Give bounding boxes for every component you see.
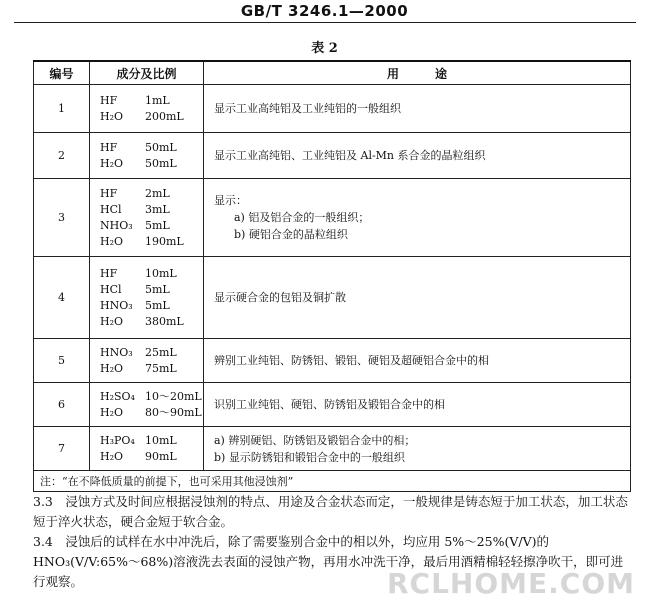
- row-number: 4: [34, 257, 90, 339]
- usage-line: b) 显示防锈铝和锻铝合金中的一般组织: [214, 450, 405, 464]
- component-line: [100, 298, 203, 314]
- component-name: HCl: [100, 202, 122, 216]
- usage-cell: [204, 85, 631, 133]
- component-line: [100, 218, 203, 234]
- component-amount: 90mL: [145, 449, 177, 463]
- table-row: [34, 339, 631, 383]
- row-number: 6: [34, 383, 90, 427]
- composition-cell: [90, 427, 204, 471]
- component-amount: 80～90mL: [145, 405, 202, 419]
- composition-cell: [90, 257, 204, 339]
- component-line: [100, 140, 203, 156]
- component-amount: 50mL: [145, 140, 177, 154]
- composition-cell: [90, 339, 204, 383]
- component-amount: 10mL: [145, 433, 177, 447]
- note-row: [34, 471, 631, 492]
- component-name: HCl: [100, 282, 122, 296]
- row-number: 7: [34, 427, 90, 471]
- column-header-usage: 用 途: [204, 61, 631, 85]
- component-amount: 2mL: [145, 186, 170, 200]
- usage-line: 显示工业高纯铝、工业纯铝及 Al-Mn 系合金的晶粒组织: [214, 149, 486, 162]
- component-line: [100, 449, 203, 465]
- component-amount: 50mL: [145, 156, 177, 170]
- component-amount: 1mL: [145, 93, 170, 107]
- paragraph-3-4: 3.4 浸蚀后的试样在水中冲洗后，除了需要鉴别合金中的相以外，均应用 5%～25%(V/V)的 HNO₃(V/V:65%～68%)溶液洗去表面的浸蚀产物，再用水冲洗干净，最后用酒精棉轻轻擦净吹干，即可进行观察。: [33, 534, 624, 589]
- usage-cell: [204, 133, 631, 179]
- table-row: [34, 383, 631, 427]
- standard-number: GB/T 3246.1—2000: [240, 2, 409, 20]
- component-name: HF: [100, 140, 118, 154]
- component-line: [100, 93, 203, 109]
- header-rule: [14, 22, 636, 23]
- component-amount: 380mL: [145, 314, 184, 328]
- component-line: [100, 186, 203, 202]
- row-number: 2: [34, 133, 90, 179]
- component-line: [100, 361, 203, 377]
- component-line: [100, 282, 203, 298]
- usage-line: 显示工业高纯铝及工业纯铝的一般组织: [214, 102, 401, 115]
- etchant-table: [33, 60, 631, 492]
- table-row: [34, 427, 631, 471]
- component-name: HNO₃: [100, 345, 133, 359]
- usage-line: 显示：: [214, 194, 247, 207]
- usage-cell: [204, 383, 631, 427]
- component-line: [100, 433, 203, 449]
- component-line: [100, 156, 203, 172]
- component-amount: 5mL: [145, 218, 170, 232]
- component-name: H₂SO₄: [100, 389, 135, 403]
- usage-cell: [204, 257, 631, 339]
- usage-line: 辨别工业纯铝、防锈铝、锻铝、硬铝及超硬铝合金中的相: [214, 354, 489, 367]
- table-header-row: [34, 61, 631, 85]
- component-amount: 25mL: [145, 345, 177, 359]
- component-amount: 10～20mL: [145, 389, 202, 403]
- component-name: H₂O: [100, 109, 124, 123]
- usage-line: a) 辨别硬铝、防锈铝及锻铝合金中的相；: [214, 433, 416, 447]
- usage-cell: [204, 339, 631, 383]
- component-name: H₂O: [100, 449, 124, 463]
- table-title: 表 2: [311, 41, 338, 56]
- component-line: [100, 314, 203, 330]
- component-name: NHO₃: [100, 218, 133, 232]
- component-amount: 10mL: [145, 266, 177, 280]
- table-row: [34, 179, 631, 257]
- component-name: HF: [100, 266, 118, 280]
- component-amount: 3mL: [145, 202, 170, 216]
- component-line: [100, 405, 203, 421]
- usage-line: b) 硬铝合金的晶粒组织: [234, 228, 348, 241]
- table-row: [34, 257, 631, 339]
- component-name: H₃PO₄: [100, 433, 135, 447]
- component-line: [100, 202, 203, 218]
- composition-cell: [90, 133, 204, 179]
- component-line: [100, 389, 203, 405]
- table-body: [34, 85, 631, 471]
- component-name: HF: [100, 93, 118, 107]
- usage-line: 识别工业纯铝、硬铝、防锈铝及锻铝合金中的相: [214, 398, 445, 411]
- paragraph-3-3: 3.3 浸蚀方式及时间应根据浸蚀剂的特点、用途及合金状态而定，一般规律是铸态短于加工状态，加工状态短于淬火状态，硬合金短于软合金。: [33, 494, 628, 529]
- usage-cell: [204, 179, 631, 257]
- usage-cell: [204, 427, 631, 471]
- component-name: H₂O: [100, 361, 124, 375]
- column-header-number: 编号: [34, 61, 90, 85]
- component-name: H₂O: [100, 314, 124, 328]
- component-name: H₂O: [100, 234, 124, 248]
- column-header-composition: 成分及比例: [90, 61, 204, 85]
- component-amount: 75mL: [145, 361, 177, 375]
- component-amount: 190mL: [145, 234, 184, 248]
- component-line: [100, 345, 203, 361]
- component-amount: 5mL: [145, 282, 170, 296]
- component-amount: 5mL: [145, 298, 170, 312]
- component-name: H₂O: [100, 405, 124, 419]
- table-row: [34, 133, 631, 179]
- table-note: 注：“在不降低质量的前提下，也可采用其他浸蚀剂”: [34, 471, 631, 492]
- component-amount: 200mL: [145, 109, 184, 123]
- usage-line: a) 铝及铝合金的一般组织；: [234, 211, 370, 224]
- component-name: H₂O: [100, 156, 124, 170]
- row-number: 3: [34, 179, 90, 257]
- component-line: [100, 109, 203, 125]
- component-line: [100, 234, 203, 250]
- composition-cell: [90, 179, 204, 257]
- row-number: 5: [34, 339, 90, 383]
- row-number: 1: [34, 85, 90, 133]
- composition-cell: [90, 85, 204, 133]
- component-name: HNO₃: [100, 298, 133, 312]
- table-row: [34, 85, 631, 133]
- usage-line: 显示硬合金的包铝及铜扩散: [214, 291, 346, 304]
- component-line: [100, 266, 203, 282]
- watermark: RCLHOME.COM: [386, 567, 635, 600]
- composition-cell: [90, 383, 204, 427]
- component-name: HF: [100, 186, 118, 200]
